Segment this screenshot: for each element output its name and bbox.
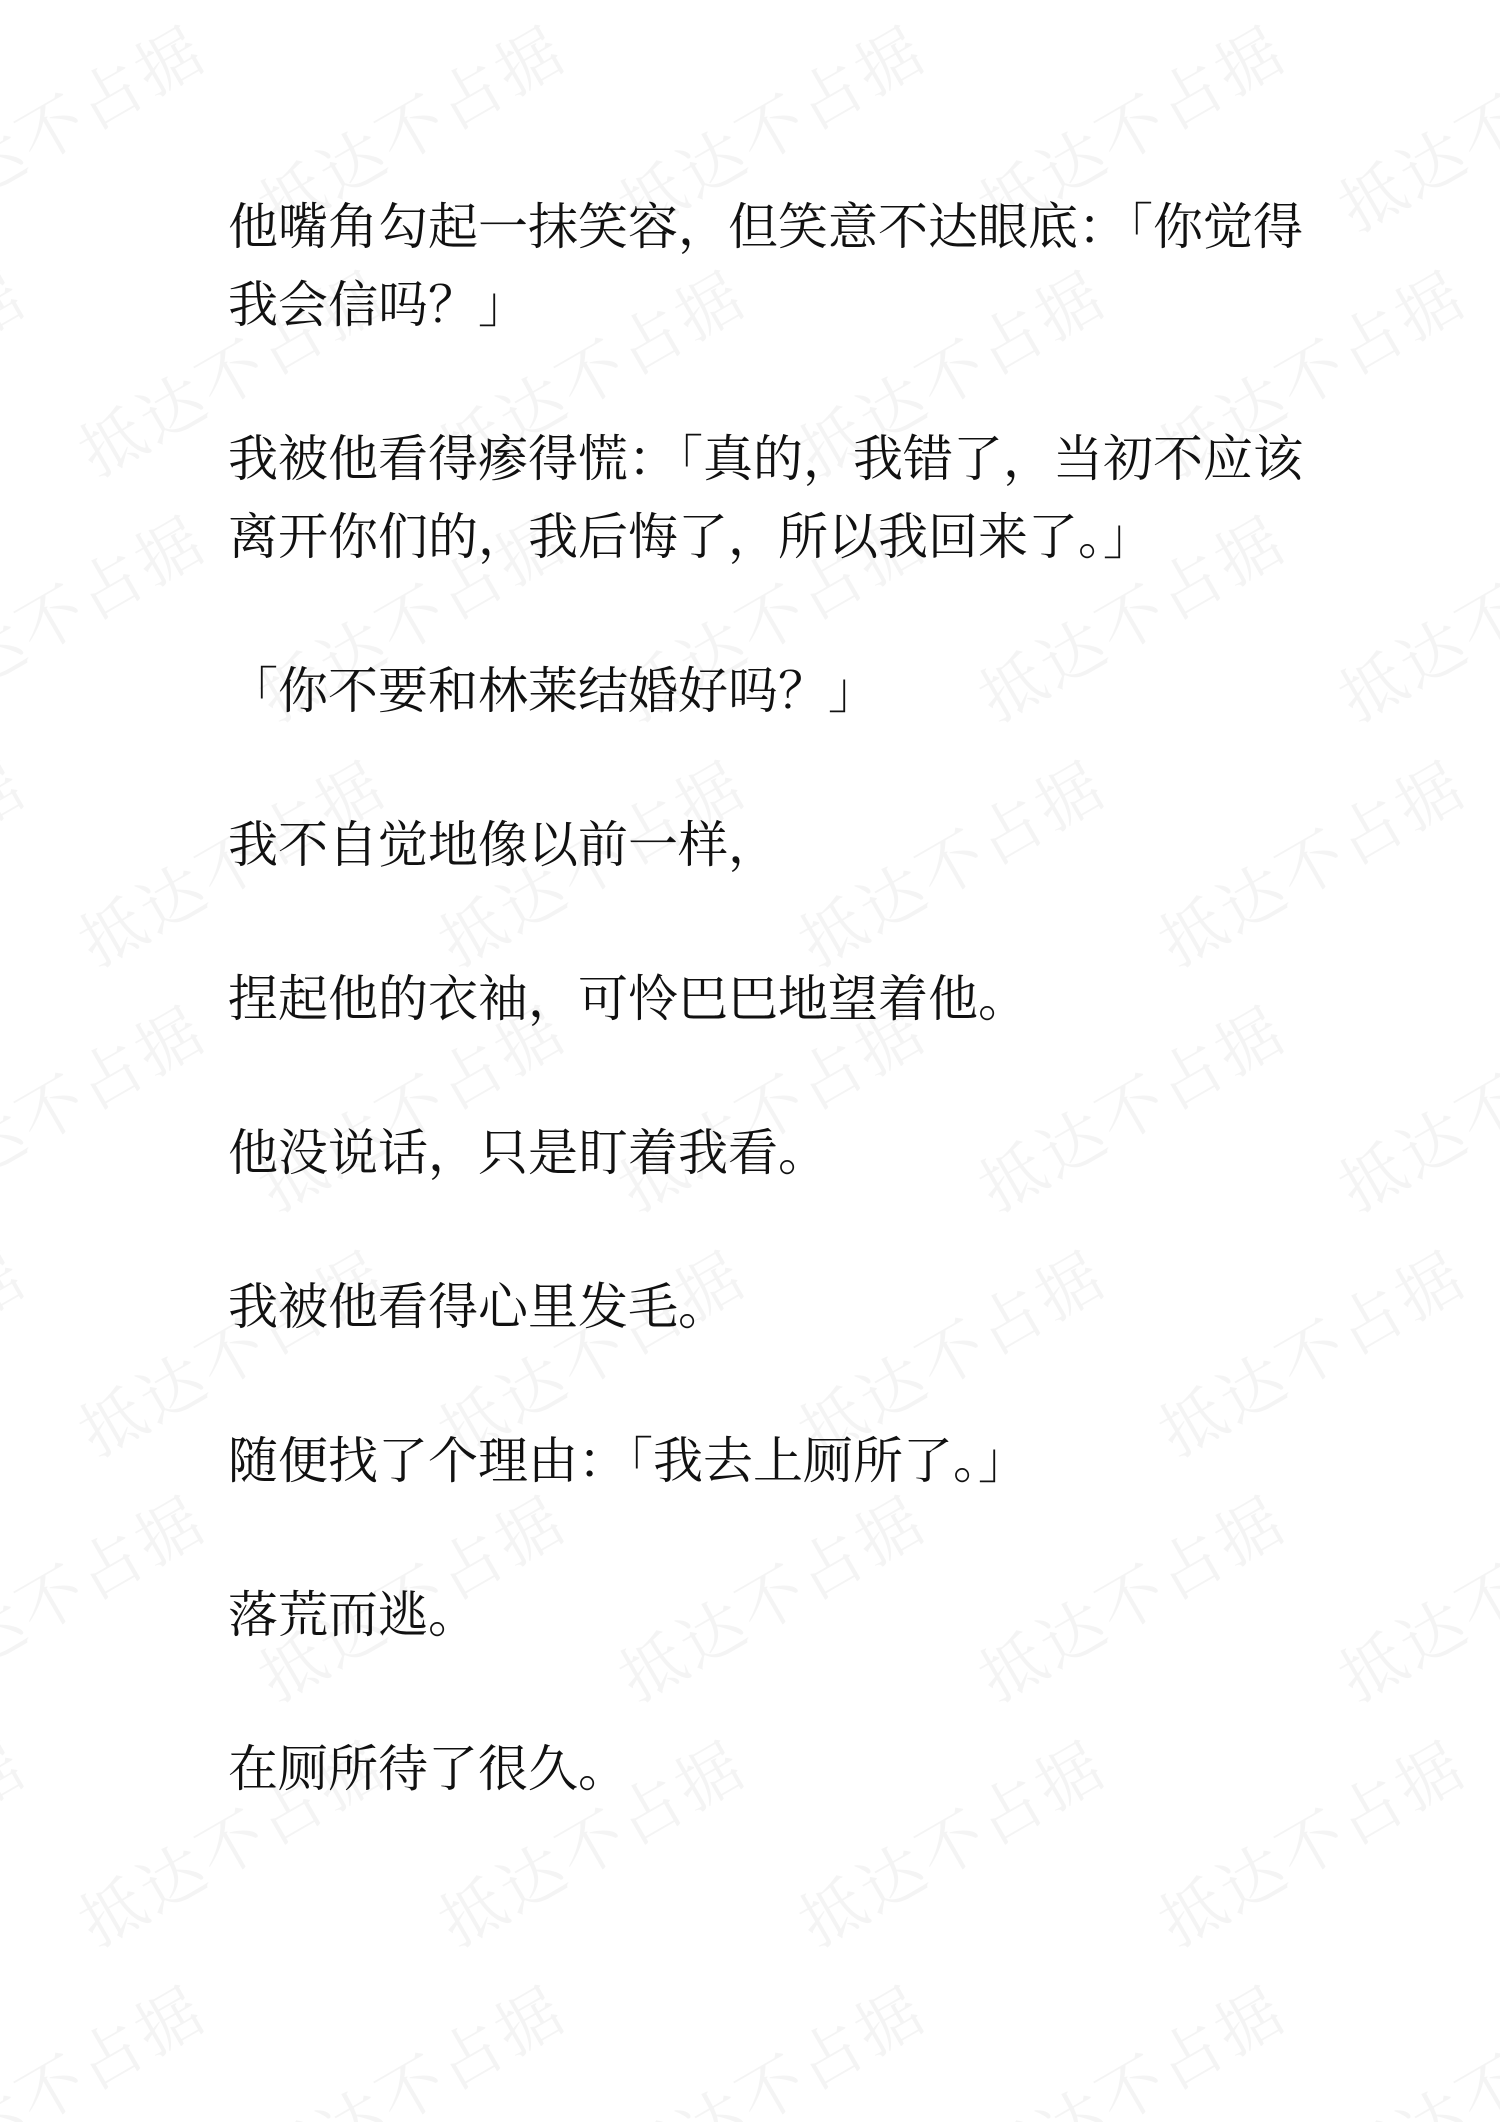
document-body bbox=[228, 188, 1318, 1884]
watermark-text bbox=[60, 0, 400, 5]
watermark-text bbox=[0, 1960, 220, 2122]
watermark-text bbox=[1320, 0, 1500, 250]
watermark-text bbox=[0, 0, 220, 250]
watermark-text bbox=[0, 245, 40, 495]
watermark-text bbox=[0, 735, 40, 985]
watermark-text bbox=[420, 0, 760, 5]
watermark-text bbox=[0, 1225, 40, 1475]
watermark-text bbox=[0, 1715, 40, 1965]
watermark-text bbox=[1320, 1470, 1500, 1720]
watermark-text bbox=[1320, 980, 1500, 1230]
watermark-text bbox=[240, 1960, 580, 2122]
paragraph-5: 捏起他的衣袖，可怜巴巴地望着他。 bbox=[228, 970, 1028, 1028]
watermark-text bbox=[600, 1960, 940, 2122]
watermark-text bbox=[0, 0, 40, 5]
paragraph-2: 我被他看得瘆得慌：「真的，我错了，当初不应该离开你们的，我后悔了，所以我回来了。」 bbox=[228, 430, 1303, 566]
paragraph-8: 随便找了个理由：「我去上厕所了。」 bbox=[228, 1432, 1028, 1490]
paragraph-9: 落荒而逃。 bbox=[228, 1586, 478, 1644]
watermark-text bbox=[1140, 0, 1480, 5]
watermark-text bbox=[0, 980, 220, 1230]
paragraph-4: 我不自觉地像以前一样， bbox=[228, 816, 778, 874]
paragraph-6: 他没说话，只是盯着我看。 bbox=[228, 1124, 828, 1182]
watermark-text bbox=[0, 1470, 220, 1720]
paragraph-1: 他嘴角勾起一抹笑容，但笑意不达眼底：「你觉得我会信吗？」 bbox=[228, 198, 1303, 334]
paragraph-10: 在厕所待了很久。 bbox=[228, 1740, 628, 1798]
paragraph-7: 我被他看得心里发毛。 bbox=[228, 1278, 728, 1336]
watermark-text bbox=[1320, 1960, 1500, 2122]
watermark-text bbox=[960, 1960, 1300, 2122]
watermark-text bbox=[780, 0, 1120, 5]
watermark-text bbox=[0, 490, 220, 740]
paragraph-3: 「你不要和林莱结婚好吗？」 bbox=[228, 662, 878, 720]
watermark-text bbox=[1320, 490, 1500, 740]
